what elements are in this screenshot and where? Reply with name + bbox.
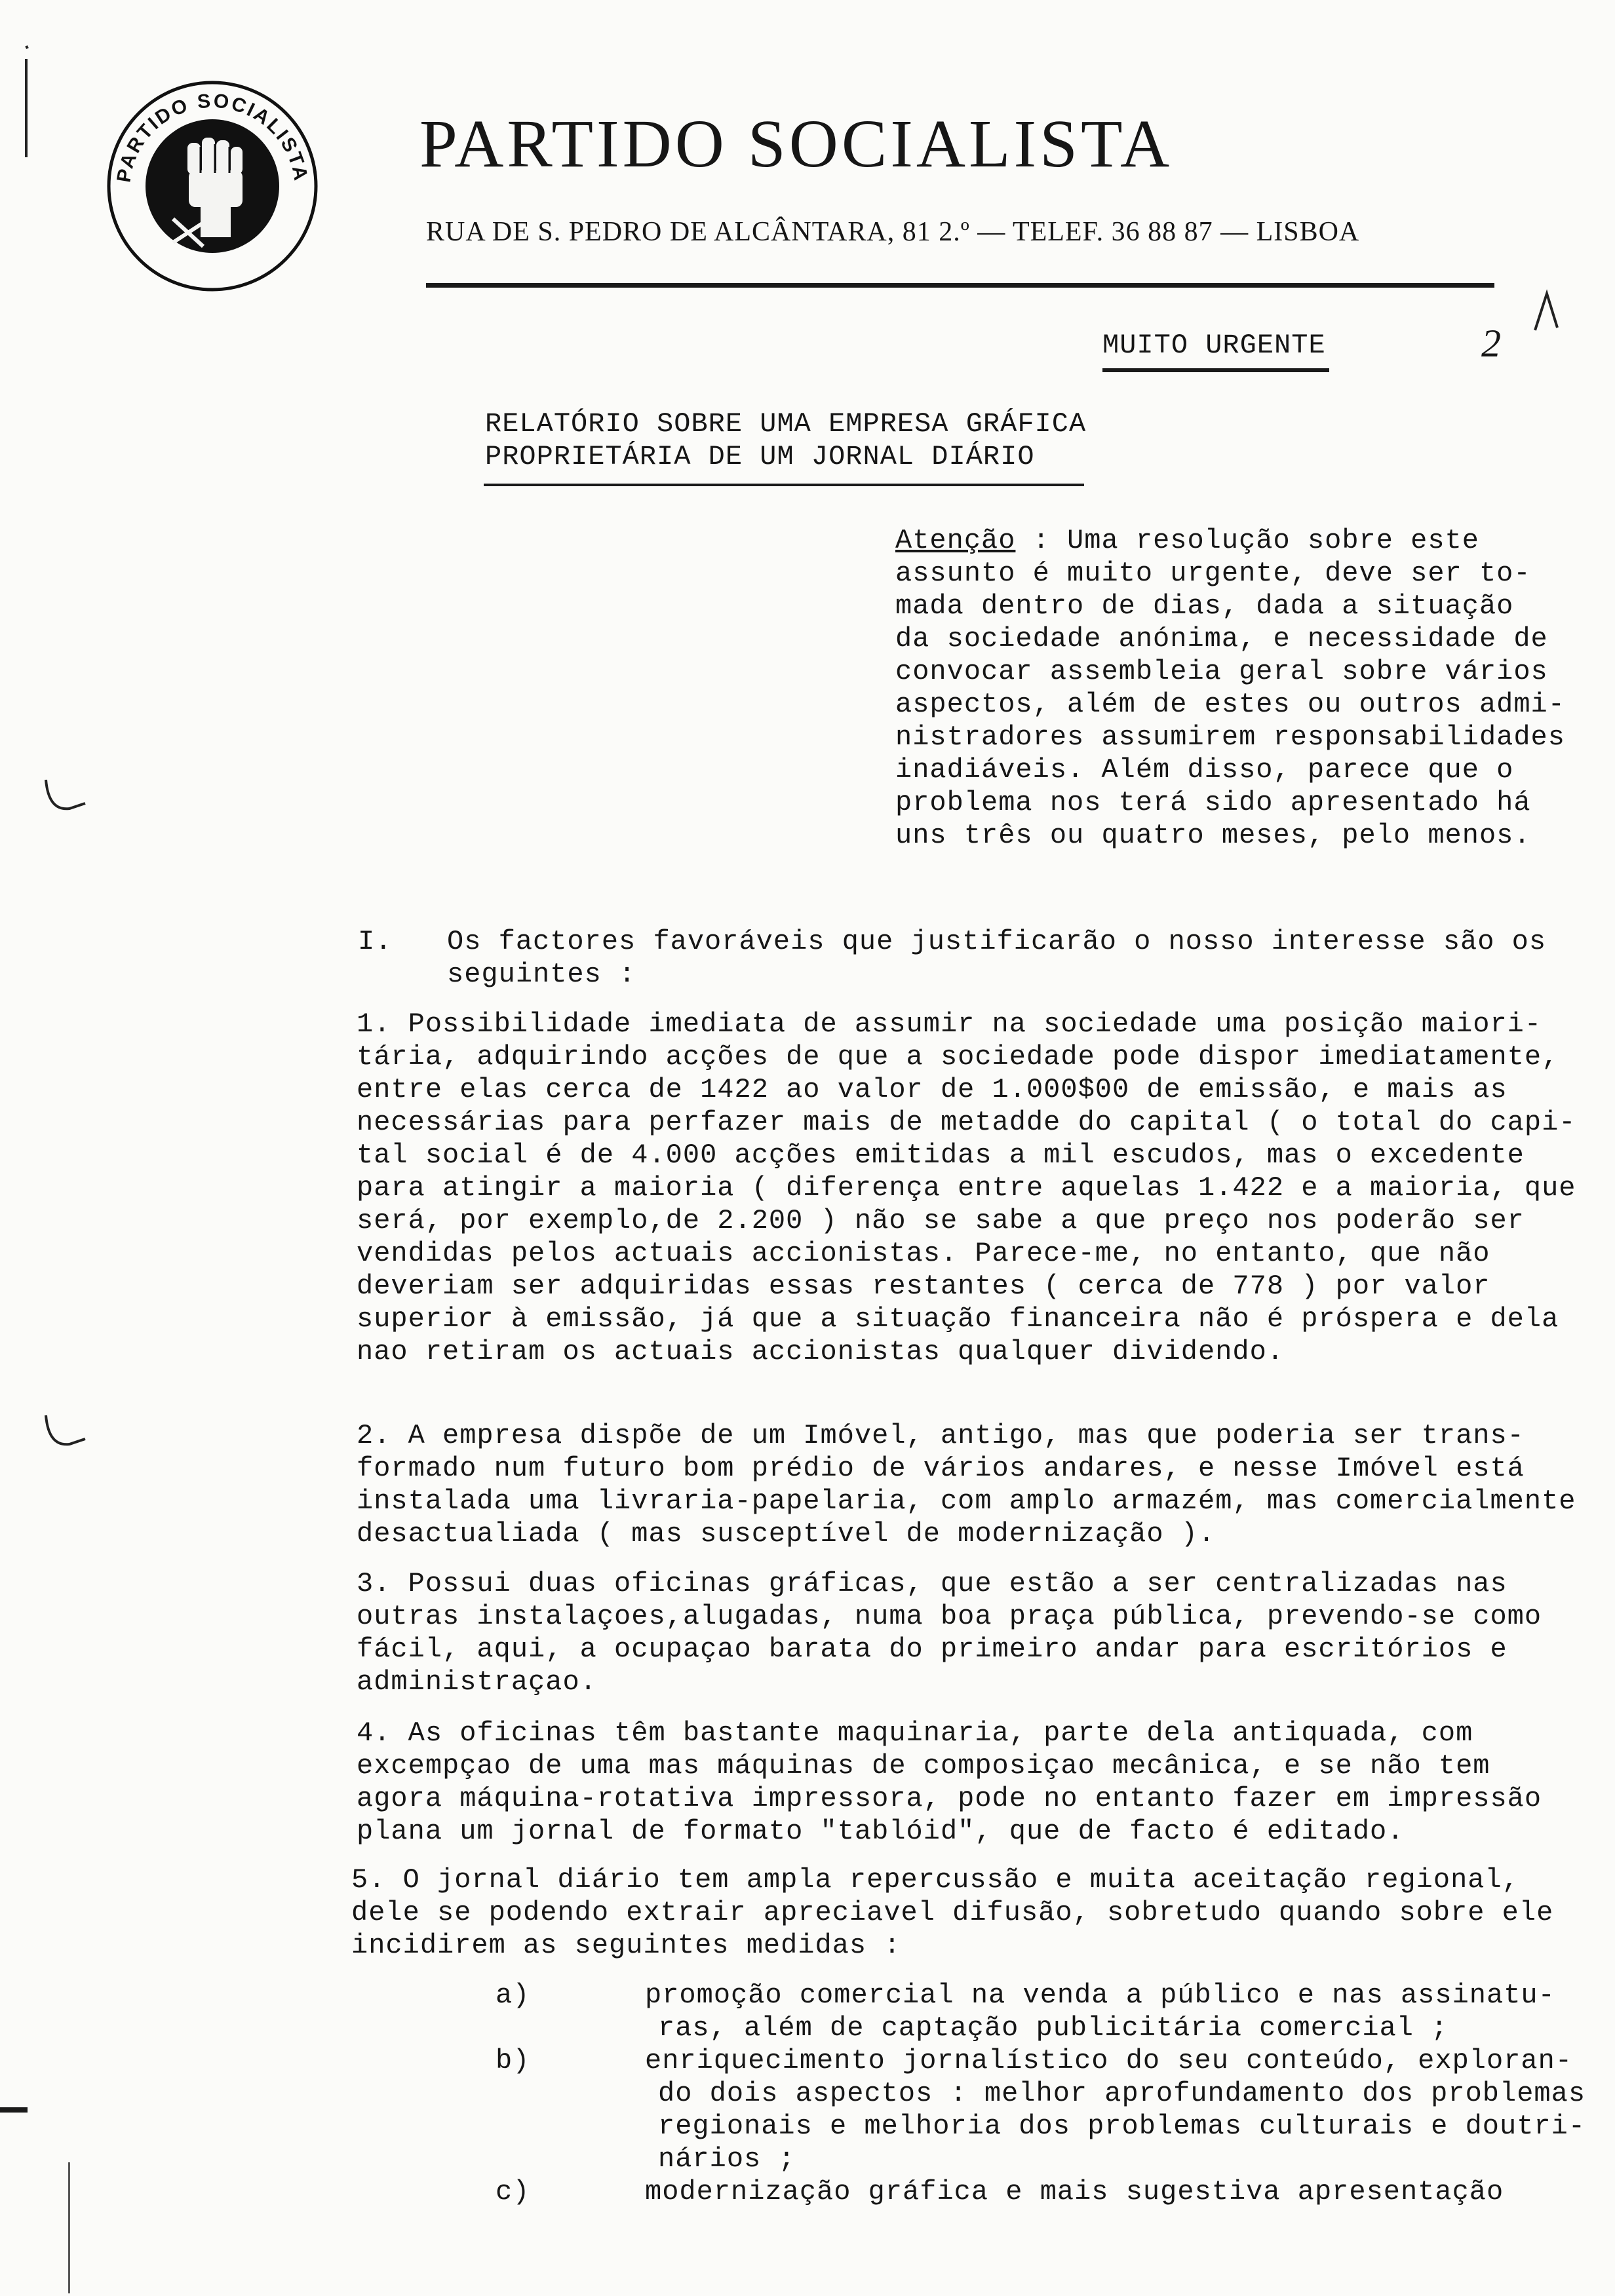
measures-list [496, 1979, 1599, 2208]
report-title-line: PROPRIETÁRIA DE UM JORNAL DIÁRIO [485, 441, 1035, 472]
paragraph-line: entre elas cerca de 1422 ao valor de 1.000$00 de emissão, e mais as [357, 1074, 1508, 1105]
attention-line: mada dentro de dias, dada a situação [895, 590, 1514, 622]
report-title-line: RELATÓRIO SOBRE UMA EMPRESA GRÁFICA [485, 408, 1087, 440]
paragraph-line: 5. O jornal diário tem ampla repercussão e muita aceitação regional, [351, 1864, 1519, 1896]
paragraph-line: 2. A empresa dispõe de um Imóvel, antigo, mas que poderia ser trans- [357, 1420, 1525, 1451]
paragraph-line: necessárias para perfazer mais de metadde do capital ( o total do capi- [357, 1107, 1576, 1138]
list-item-line: modernização gráfica e mais sugestiva apresentação [645, 2176, 1504, 2208]
list-marker: c) [496, 2176, 530, 2208]
list-item-line: nários ; [658, 2143, 796, 2175]
paragraph-line: será, por exemplo,de 2.200 ) não se sabe a que preço nos poderão ser [357, 1205, 1525, 1236]
letterhead-address: RUA DE S. PEDRO DE ALCÂNTARA, 81 2.º — TELEF. 36 88 87 — LISBOA [426, 217, 1360, 247]
margin-punch-mark [39, 1409, 92, 1461]
paragraph-line: deveriam ser adquiridas essas restantes ( cerca de 778 ) por valor [357, 1271, 1490, 1302]
paragraph-line: 3. Possui duas oficinas gráficas, que estão a ser centralizadas nas [357, 1568, 1508, 1599]
report-title [485, 408, 1140, 473]
svg-text:PARTIDO SOCIALISTA: PARTIDO SOCIALISTA [113, 90, 312, 184]
list-marker: a) [496, 1980, 530, 2011]
paragraph-line: para atingir a maioria ( diferença entre aquelas 1.422 e a maioria, que [357, 1172, 1576, 1204]
margin-dash-mark [0, 2107, 28, 2113]
urgency-label: MUITO URGENTE [1102, 330, 1326, 361]
attention-line: aspectos, além de estes ou outros admi- [895, 689, 1565, 720]
section-one-number: I. [358, 926, 393, 957]
paragraph-line: superior à emissão, já que a situação financeira não é próspera e dela [357, 1303, 1559, 1335]
list-item-line: promoção comercial na venda a público e nas assinatu- [645, 1980, 1555, 2011]
paragraph-2 [357, 1419, 1576, 1550]
paragraph-line: tal social é de 4.000 acções emitidas a mil escudos, mas o excedente [357, 1139, 1525, 1171]
paragraph-line: tária, adquirindo acções de que a sociedade pode dispor imediatamente, [357, 1041, 1559, 1073]
list-item [496, 2175, 1599, 2208]
attention-note [895, 524, 1577, 852]
attention-line: assunto é muito urgente, deve ser to- [895, 558, 1531, 589]
attention-line: inadiáveis. Além disso, parece que o [895, 754, 1514, 786]
paragraph-line: excempçao de uma mas máquinas de composiçao mecânica, e se não tem [357, 1750, 1490, 1782]
paragraph-line: instalada uma livraria-papelaria, com amplo armazém, mas comercialmente [357, 1485, 1576, 1517]
attention-line: nistradores assumirem responsabilidades [895, 721, 1565, 753]
handwritten-mark [1527, 288, 1566, 334]
section-one-line: Os factores favoráveis que justificarão o nosso interesse são os [447, 926, 1547, 957]
attention-line: da sociedade anónima, e necessidade de [895, 623, 1548, 655]
list-item-line: ras, além de captação publicitária comercial ; [658, 2012, 1449, 2044]
attention-first-line [895, 524, 1577, 557]
paragraph-line: administraçao. [357, 1666, 597, 1698]
handwritten-page-number: 2 [1481, 322, 1501, 365]
list-marker: b) [496, 2045, 530, 2076]
report-title-underline [484, 484, 1084, 486]
attention-line: uns três ou quatro meses, pelo menos. [895, 820, 1531, 851]
paragraph-1 [357, 1008, 1576, 1368]
margin-punch-mark [39, 773, 92, 826]
paragraph-line: incidirem as seguintes medidas : [351, 1930, 901, 1961]
paragraph-3 [357, 1567, 1542, 1698]
list-item-line: regionais e melhoria dos problemas culturais e doutri- [658, 2111, 1586, 2142]
section-one-line: seguintes : [447, 959, 636, 990]
paragraph-line: dele se podendo extrair apreciavel difusão, sobretudo quando sobre ele [351, 1897, 1554, 1928]
attention-line: convocar assembleia geral sobre vários [895, 656, 1548, 687]
paragraph-line: formado num futuro bom prédio de vários andares, e nesse Imóvel está [357, 1453, 1525, 1484]
paragraph-line: plana um jornal de formato "tablóid", que de facto é editado. [357, 1816, 1405, 1847]
paragraph-line: 1. Possibilidade imediata de assumir na sociedade uma posição maiori- [357, 1008, 1542, 1040]
paragraph-5 [351, 1864, 1553, 1962]
urgency-underline [1102, 368, 1329, 372]
paragraph-4 [357, 1717, 1542, 1848]
list-item [496, 1979, 1599, 2044]
letterhead-divider [426, 283, 1494, 288]
list-item-line: do dois aspectos : melhor aprofundamento dos problemas [658, 2078, 1586, 2109]
list-item [496, 2044, 1599, 2175]
paragraph-line: 4. As oficinas têm bastante maquinaria, parte dela antiquada, com [357, 1717, 1473, 1749]
party-seal-logo [105, 79, 320, 294]
attention-line: problema nos terá sido apresentado há [895, 787, 1531, 818]
paragraph-line: agora máquina-rotativa impressora, pode no entanto fazer em impressão [357, 1783, 1542, 1814]
paragraph-line: desactualiada ( mas susceptível de modernização ). [357, 1518, 1216, 1550]
section-one-intro [447, 925, 1546, 991]
letterhead-org-name: PARTIDO SOCIALISTA [419, 106, 1173, 182]
paragraph-line: vendidas pelos actuais accionistas. Parece-me, no entanto, que não [357, 1238, 1490, 1269]
attention-line: : Uma resolução sobre este [1015, 525, 1479, 556]
paragraph-line: outras instalaçoes,alugadas, numa boa praça pública, prevendo-se como [357, 1601, 1542, 1632]
list-item-line: enriquecimento jornalístico do seu conteúdo, exploran- [645, 2045, 1573, 2076]
attention-label: Atenção [895, 525, 1016, 556]
paragraph-line: nao retiram os actuais accionistas qualquer dividendo. [357, 1336, 1285, 1368]
paragraph-line: fácil, aqui, a ocupaçao barata do primeiro andar para escritórios e [357, 1634, 1508, 1665]
margin-punch-mark [13, 39, 39, 170]
binding-edge-line [68, 2162, 70, 2293]
